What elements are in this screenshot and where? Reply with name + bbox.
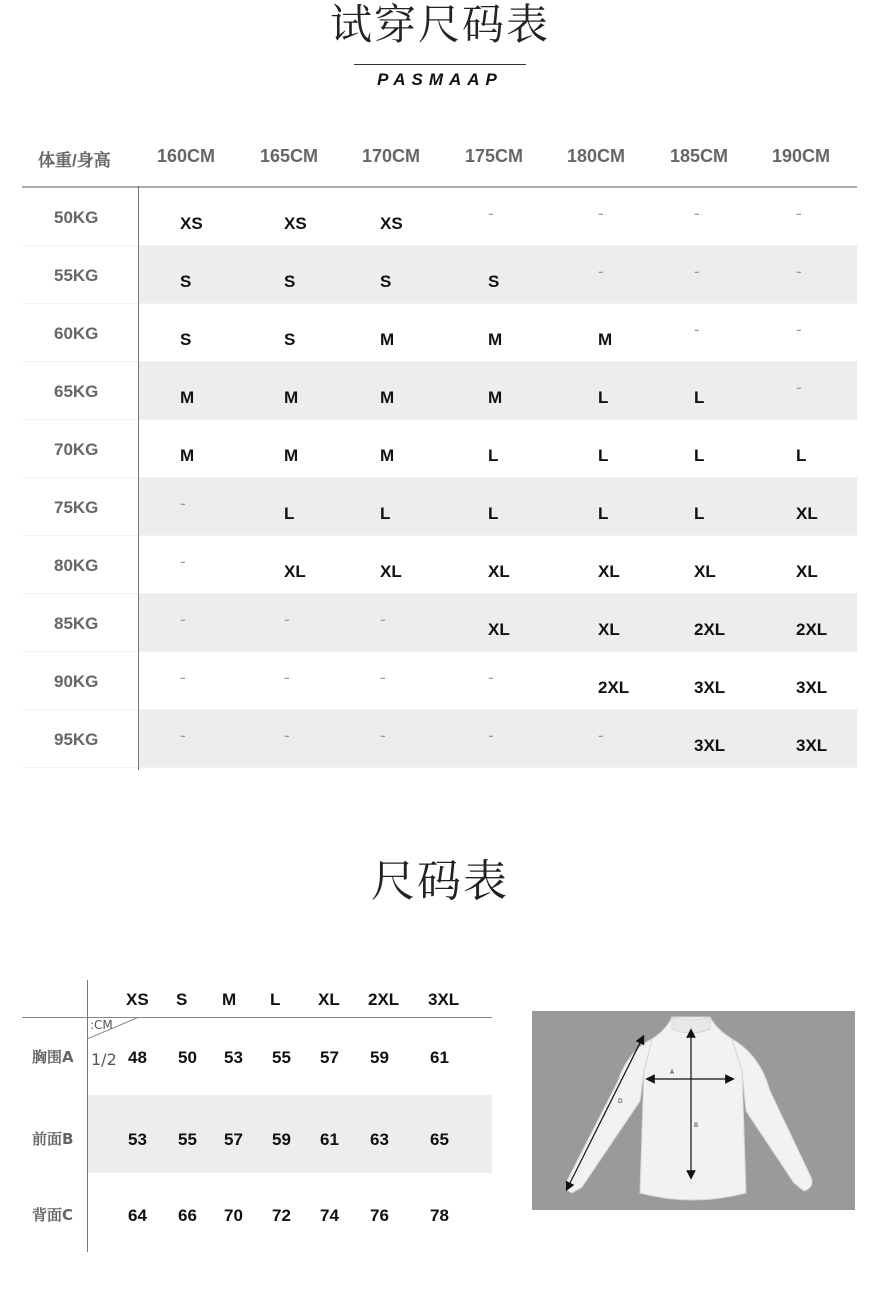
size-cell: - xyxy=(284,610,290,629)
jersey-illustration xyxy=(532,1011,855,1210)
size-cell: S xyxy=(284,272,296,291)
size-cell: M xyxy=(380,388,395,407)
size-cell: - xyxy=(380,610,386,629)
length-label: B xyxy=(694,1122,699,1129)
measurement-label: 前面B xyxy=(32,1130,74,1148)
row-shade xyxy=(138,710,857,768)
sleeve-label: D xyxy=(618,1098,623,1105)
size-header: L xyxy=(270,990,281,1009)
measurement-value: 76 xyxy=(370,1206,389,1225)
size-cell: 3XL xyxy=(694,736,726,755)
size-chart-table xyxy=(22,980,492,1252)
size-cell: S xyxy=(180,272,192,291)
size-cell: 3XL xyxy=(796,678,828,697)
size-cell: - xyxy=(180,610,186,629)
brand-divider xyxy=(354,64,526,65)
fit-row xyxy=(22,652,857,710)
measurement-value: 70 xyxy=(224,1206,243,1225)
measurement-value: 78 xyxy=(430,1206,449,1225)
size-cell: XL xyxy=(380,562,402,581)
size-cell: 3XL xyxy=(694,678,726,697)
size-cell: S xyxy=(380,272,392,291)
measurement-value: 74 xyxy=(320,1206,339,1225)
size-cell: L xyxy=(694,446,705,465)
measurement-value: 65 xyxy=(430,1130,449,1149)
size-cell: XL xyxy=(598,562,620,581)
size-cell: - xyxy=(598,726,604,745)
measurement-value: 53 xyxy=(128,1130,147,1149)
size-header: M xyxy=(222,990,237,1009)
measurement-value: 64 xyxy=(128,1206,147,1225)
size-cell: - xyxy=(180,494,186,513)
fit-table-header xyxy=(22,130,857,188)
brand-logo: PASMAAP xyxy=(377,70,503,89)
measurement-value: 53 xyxy=(224,1048,243,1067)
fit-table-body xyxy=(22,188,857,768)
size-header: S xyxy=(176,990,188,1009)
measurement-value: 50 xyxy=(178,1048,197,1067)
weight-label: 65KG xyxy=(54,382,99,401)
fit-row xyxy=(22,304,857,362)
measurement-value: 55 xyxy=(178,1130,197,1149)
jersey-measurement-diagram xyxy=(532,1011,855,1210)
size-cell: M xyxy=(598,330,613,349)
measurement-value: 48 xyxy=(128,1048,147,1067)
size-cell: M xyxy=(488,330,503,349)
fit-table xyxy=(22,130,857,768)
size-cell: XL xyxy=(488,562,510,581)
size-cell: XS xyxy=(380,214,403,233)
size-cell: - xyxy=(796,262,802,281)
weight-label: 85KG xyxy=(54,614,99,633)
size-cell: - xyxy=(180,668,186,687)
size-cell: M xyxy=(380,446,395,465)
size-cell: - xyxy=(180,552,186,571)
size-cell: XL xyxy=(796,504,818,523)
fit-row xyxy=(22,246,857,304)
height-header: 165CM xyxy=(260,146,319,166)
fit-row xyxy=(22,594,857,652)
size-cell: L xyxy=(598,446,609,465)
size-cell: 2XL xyxy=(598,678,630,697)
size-cell: XL xyxy=(598,620,620,639)
size-cell: - xyxy=(598,204,604,223)
size-cell: - xyxy=(488,204,494,223)
measurement-label: 胸围A xyxy=(32,1048,74,1066)
size-cell: - xyxy=(796,378,802,397)
size-cell: 3XL xyxy=(796,736,828,755)
page-title: 试穿尺码表 xyxy=(329,0,550,49)
weight-label: 90KG xyxy=(54,672,99,691)
size-cell: - xyxy=(796,320,802,339)
weight-label: 70KG xyxy=(54,440,99,459)
measurement-value: 63 xyxy=(370,1130,389,1149)
measurement-value: 59 xyxy=(272,1130,291,1149)
measurement-value: 57 xyxy=(224,1130,243,1149)
height-header: 180CM xyxy=(567,146,626,166)
size-header: 2XL xyxy=(368,990,400,1009)
weight-label: 50KG xyxy=(54,208,99,227)
size-cell: - xyxy=(796,204,802,223)
size-cell: - xyxy=(488,726,494,745)
corner-label: 体重/身高 xyxy=(38,151,111,170)
size-cell: S xyxy=(284,330,296,349)
size-cell: - xyxy=(694,320,700,339)
size-cell: XS xyxy=(180,214,203,233)
measurement-value: 61 xyxy=(320,1130,339,1149)
size-header: XS xyxy=(126,990,149,1009)
row-divider xyxy=(22,767,857,768)
measurement-value: 55 xyxy=(272,1048,291,1067)
height-header: 185CM xyxy=(670,146,729,166)
size-cell: XL xyxy=(284,562,306,581)
size-cell: - xyxy=(488,668,494,687)
size-cell: M xyxy=(380,330,395,349)
size-cell: L xyxy=(694,388,705,407)
fit-row xyxy=(22,420,857,478)
height-header: 170CM xyxy=(362,146,421,166)
measurement-label: 背面C xyxy=(32,1206,74,1224)
size-header: XL xyxy=(318,990,340,1009)
weight-label: 80KG xyxy=(54,556,99,575)
size-cell: - xyxy=(180,726,186,745)
size-cell: - xyxy=(380,668,386,687)
size-cell: - xyxy=(694,204,700,223)
measurement-value: 61 xyxy=(430,1048,449,1067)
size-cell: XS xyxy=(284,214,307,233)
fit-row xyxy=(22,188,857,246)
size-header: 3XL xyxy=(428,990,460,1009)
size-cell: 2XL xyxy=(694,620,726,639)
height-header: 190CM xyxy=(772,146,831,166)
weight-label: 60KG xyxy=(54,324,99,343)
size-cell: S xyxy=(488,272,500,291)
size-cell: L xyxy=(380,504,391,523)
size-cell: 2XL xyxy=(796,620,828,639)
size-cell: M xyxy=(284,388,299,407)
column-divider xyxy=(138,186,139,770)
size-cell: XL xyxy=(694,562,716,581)
weight-label: 95KG xyxy=(54,730,99,749)
size-chart-title: 尺码表 xyxy=(371,856,509,907)
size-cell: - xyxy=(694,262,700,281)
size-cell: M xyxy=(180,388,195,407)
fit-row xyxy=(22,536,857,594)
size-cell: L xyxy=(796,446,807,465)
size-cell: L xyxy=(488,446,499,465)
size-cell: L xyxy=(284,504,295,523)
size-cell: M xyxy=(180,446,195,465)
weight-label: 75KG xyxy=(54,498,99,517)
fit-row xyxy=(22,478,857,536)
size-cell: - xyxy=(380,726,386,745)
half-label: 1/2 xyxy=(91,1050,117,1069)
size-cell: L xyxy=(598,504,609,523)
height-header: 175CM xyxy=(465,146,524,166)
chest-label: A xyxy=(670,1069,675,1076)
size-cell: - xyxy=(284,668,290,687)
size-cell: L xyxy=(488,504,499,523)
size-cell: XL xyxy=(488,620,510,639)
measurement-value: 59 xyxy=(370,1048,389,1067)
size-cell: XL xyxy=(796,562,818,581)
measurement-value: 57 xyxy=(320,1048,339,1067)
size-cell: M xyxy=(488,388,503,407)
height-header: 160CM xyxy=(157,146,216,166)
size-cell: L xyxy=(694,504,705,523)
weight-label: 55KG xyxy=(54,266,99,285)
size-cell: - xyxy=(598,262,604,281)
size-cell: S xyxy=(180,330,192,349)
size-cell: L xyxy=(598,388,609,407)
unit-label: :CM xyxy=(90,1018,113,1032)
fit-row xyxy=(22,710,857,768)
measurement-value: 66 xyxy=(178,1206,197,1225)
size-cell: - xyxy=(284,726,290,745)
fit-row xyxy=(22,362,857,420)
size-cell: M xyxy=(284,446,299,465)
measurement-value: 72 xyxy=(272,1206,291,1225)
